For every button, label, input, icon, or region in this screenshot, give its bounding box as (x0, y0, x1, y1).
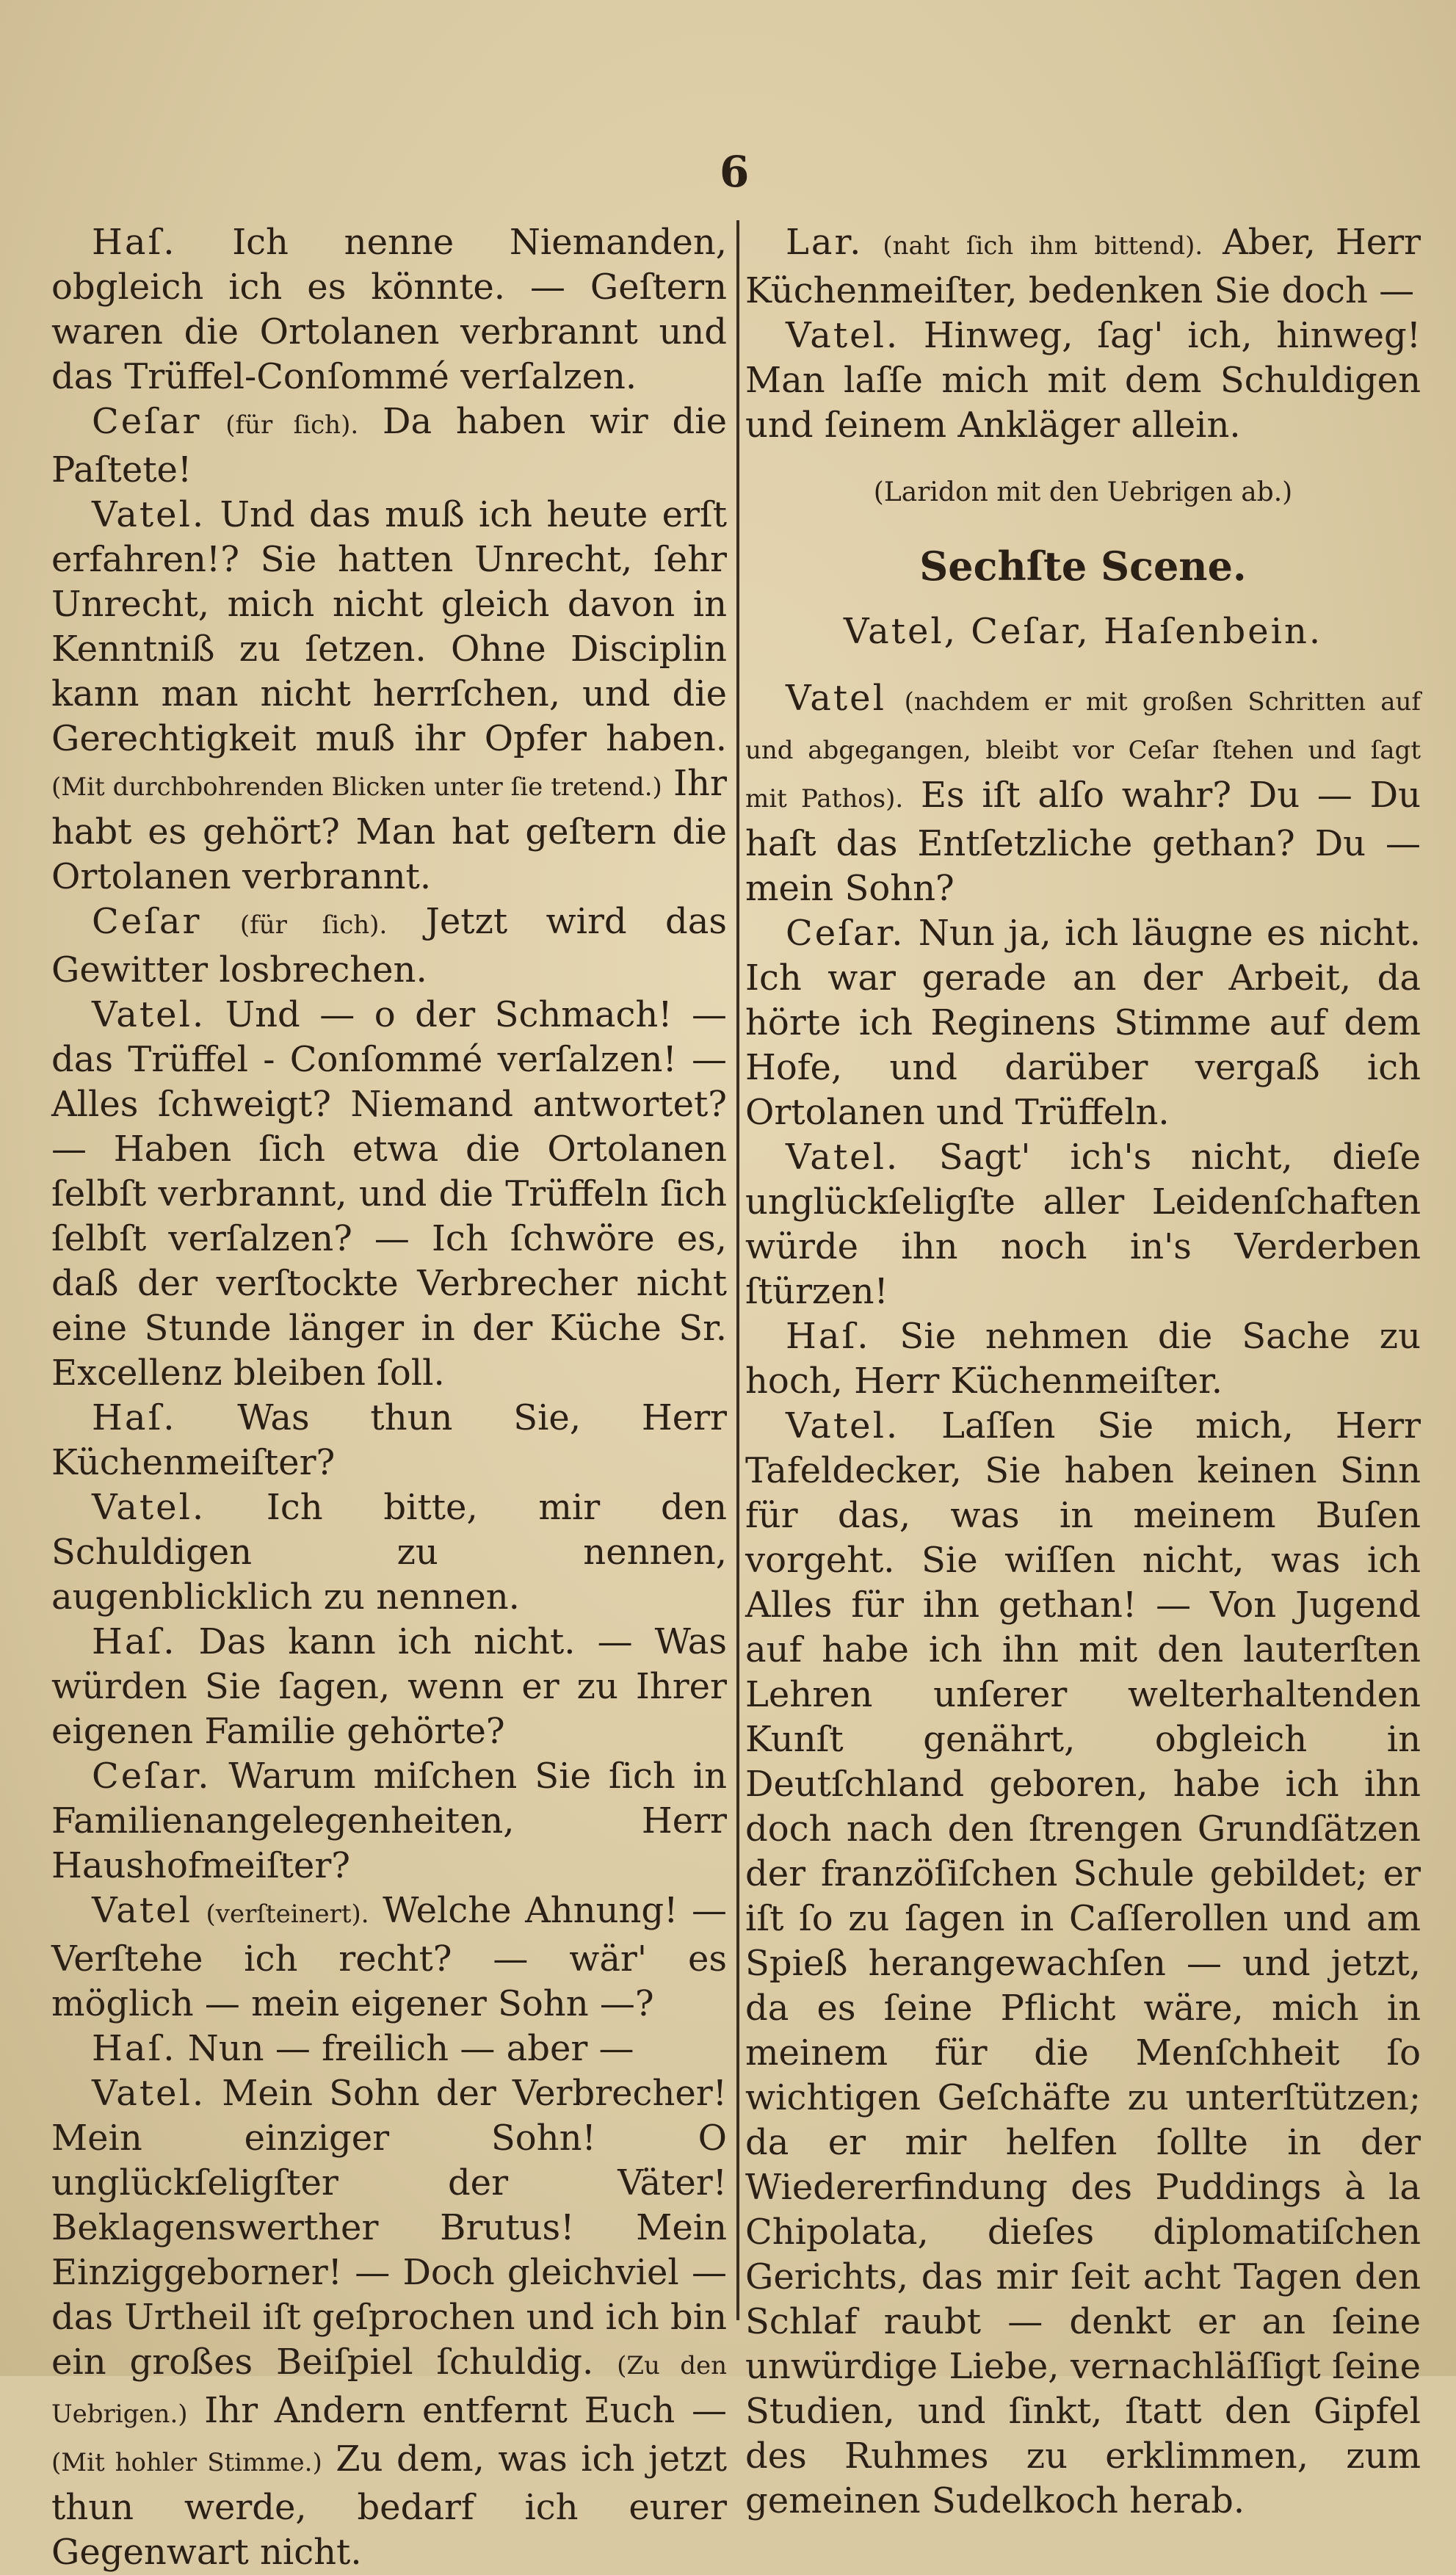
dialogue-paragraph (51, 493, 727, 899)
speaker-name: Vatel. (92, 994, 206, 1035)
speaker-name: Haſ. (92, 1397, 177, 1438)
speaker-name: Lar. (786, 222, 863, 263)
stage-direction-inline: (naht ſich ihm bittend). (883, 231, 1203, 261)
dialogue-text: Da haben wir die Paſtete! (51, 401, 727, 490)
dialogue-text: Das kann ich nicht. — Was würden Sie ſagen, wenn er zu Ihrer eigenen Familie gehörte? (51, 1621, 727, 1752)
dialogue-paragraph (51, 1620, 727, 1754)
speaker-name: Ceſar (92, 401, 202, 442)
speaker-name: Vatel (786, 678, 886, 719)
dialogue-text: Ihr habt es gehört? Man hat geſtern die Ortolanen verbrannt. (51, 763, 727, 897)
dialogue-paragraph (51, 899, 727, 993)
speaker-name: Vatel (92, 1890, 192, 1931)
dialogue-paragraph (745, 314, 1421, 448)
dialogue-text: Ich nenne Niemanden, obgleich ich es könnte. — Geſtern waren die Ortolanen verbrannt und das Trüffel-Conſommé verſalzen. (51, 222, 728, 397)
speaker-name: Ceſar (92, 901, 202, 942)
stage-direction-inline: (nachdem er mit großen Schritten auf und abgegangen, bleibt vor Ceſar ſtehen und ſagt mit Pathos). (745, 687, 1421, 814)
dialogue-text: Sie nehmen die Sache zu hoch, Herr Küchenmeiſter. (745, 1316, 1421, 1402)
dialogue-paragraph (745, 911, 1421, 1135)
dialogue-text: Ich bitte, mir den Schuldigen zu nennen, augenblicklich zu nennen. (51, 1487, 727, 1618)
stage-direction-inline: (für ſich). (225, 410, 359, 440)
dialogue-text: Zu dem, was ich jetzt thun werde, bedarf ich eurer Gegenwart nicht. (51, 2438, 727, 2573)
speaker-name: Vatel. (92, 494, 206, 535)
column-divider (736, 220, 739, 2320)
stage-direction-inline: (verſteinert). (206, 1899, 369, 1929)
speaker-name: Haſ. (92, 222, 177, 263)
scene-characters: Vatel, Ceſar, Haſenbein. (843, 611, 1323, 652)
right-column-dialogue-after (745, 676, 1421, 2524)
dialogue-paragraph (51, 1888, 727, 2027)
stage-direction-inline: (Zu den Uebrigen.) (51, 2351, 727, 2429)
stage-direction: (Laridon mit den Uebrigen ab.) (873, 477, 1293, 507)
dialogue-text: Aber, Herr Küchenmeiſter, bedenken Sie doch — (745, 222, 1421, 311)
right-column (745, 220, 1421, 2524)
stage-direction-inline: (Mit durchbohrenden Blicken unter ſie tretend.) (51, 772, 662, 802)
right-column-dialogue-before (745, 220, 1421, 448)
speaker-name: Vatel. (786, 315, 900, 356)
dialogue-text: Nun ja, ich läugne es nicht. Ich war gerade an der Arbeit, da hörte ich Reginens Stimme auf dem Hofe, und darüber vergaß ich Ortolanen und Trüffeln. (745, 913, 1421, 1133)
dialogue-text: Mein Sohn der Verbrecher! Mein einziger Sohn! O unglückſeligſter der Väter! Beklagenswerther Brutus! Mein Einziggeborner! — Doch gleichviel — das Urtheil iſt geſprochen und ich bin ein großes Beiſpiel ſchuldig. (51, 2073, 727, 2383)
dialogue-text: Und das muß ich heute erſt erfahren!? Sie hatten Unrecht, ſehr Unrecht, mich nicht gleich davon in Kenntniß zu ſetzen. Ohne Disciplin kann man nicht herrſchen, und die Gerechtigkeit muß ihr Opfer haben. (51, 494, 727, 759)
dialogue-text: Warum miſchen Sie ſich in Familienangelegenheiten, Herr Haushofmeiſter? (51, 1756, 727, 1886)
dialogue-paragraph (51, 993, 727, 1396)
dialogue-paragraph (745, 1404, 1421, 2524)
speaker-name: Ceſar. (92, 1756, 211, 1797)
dialogue-paragraph (51, 1485, 727, 1620)
dialogue-paragraph (51, 220, 727, 399)
dialogue-paragraph (51, 2027, 727, 2071)
dialogue-text: Nun — freilich — aber — (187, 2028, 634, 2069)
dialogue-text: Jetzt wird das Gewitter losbrechen. (51, 901, 728, 990)
dialogue-text: Ihr Andern entfernt Euch — (204, 2390, 727, 2431)
speaker-name: Haſ. (92, 1621, 177, 1662)
page-number: 6 (720, 147, 750, 197)
speaker-name: Vatel. (786, 1405, 900, 1446)
dialogue-paragraph (745, 676, 1421, 911)
dialogue-text: Es iſt alſo wahr? Du — Du haſt das Entſetzliche gethan? Du — mein Sohn? (745, 775, 1421, 909)
dialogue-text: Laſſen Sie mich, Herr Tafeldecker, Sie haben keinen Sinn für das, was in meinem Buſen vorgeht. Sie wiſſen nicht, was ich Alles für ihn gethan! — Von Jugend auf habe ich ihn mit den lauterſten Lehren unſerer welterhaltenden Kunſt genährt, obgleich in Deutſchland geboren, habe ich ihn doch nach den ſtrengen Grundſätzen der franzöſiſchen Schule gebildet; er iſt ſo zu ſagen in Caſſerollen und am Spieß herangewachſen — und jetzt, da es ſeine Pflicht wäre, mich in meinem für die Menſchheit ſo wichtigen Geſchäfte zu unterſtützen; da er mir helfen ſollte in der Wiedererfindung des Puddings à la Chipolata, dieſes diplomatiſchen Gerichts, das mir ſeit acht Tagen den Schlaf raubt — denkt er an ſeine unwürdige Liebe, vernachläſſigt ſeine Studien, und ſinkt, ſtatt den Gipfel des Ruhmes zu erklimmen, zum gemeinen Sudelkoch herab. (745, 1405, 1421, 2521)
dialogue-paragraph (51, 399, 727, 493)
dialogue-paragraph (51, 1754, 727, 1888)
dialogue-paragraph (745, 1135, 1421, 1314)
dialogue-text: Was thun Sie, Herr Küchenmeiſter? (51, 1397, 727, 1483)
dialogue-paragraph (745, 1314, 1421, 1404)
speaker-name: Vatel. (92, 2073, 206, 2114)
dialogue-paragraph (745, 220, 1421, 314)
speaker-name: Vatel. (92, 1487, 206, 1528)
scene-title: Sechſte Scene. (919, 543, 1247, 590)
left-column (51, 220, 727, 2575)
dialogue-text: Welche Ahnung! — Verſtehe ich recht? — wär' es möglich — mein eigener Sohn —? (51, 1890, 727, 2024)
dialogue-paragraph (51, 1396, 727, 1485)
speaker-name: Haſ. (786, 1316, 871, 1357)
stage-direction-inline: (Mit hohler Stimme.) (51, 2448, 322, 2477)
dialogue-text: Und — o der Schmach! — das Trüffel - Conſommé verſalzen! — Alles ſchweigt? Niemand antwortet? — Haben ſich etwa die Ortolanen ſelbſt verbrannt, und die Trüffeln ſich ſelbſt verſalzen? — Ich ſchwöre es, daß der verſtockte Verbrecher nicht eine Stunde länger in der Küche Sr. Excellenz bleiben ſoll. (51, 994, 727, 1394)
stage-direction-inline: (für ſich). (239, 910, 388, 940)
speaker-name: Ceſar. (786, 913, 905, 954)
speaker-name: Haſ. (92, 2028, 177, 2069)
dialogue-paragraph (51, 2071, 727, 2575)
speaker-name: Vatel. (786, 1137, 900, 1178)
dialogue-text: Sagt' ich's nicht, dieſe unglückſeligſte aller Leidenſchaften würde ihn noch in's Verderben ſtürzen! (745, 1137, 1421, 1312)
dialogue-text: Hinweg, ſag' ich, hinweg! Man laſſe mich mit dem Schuldigen und ſeinem Ankläger allein. (745, 315, 1421, 446)
